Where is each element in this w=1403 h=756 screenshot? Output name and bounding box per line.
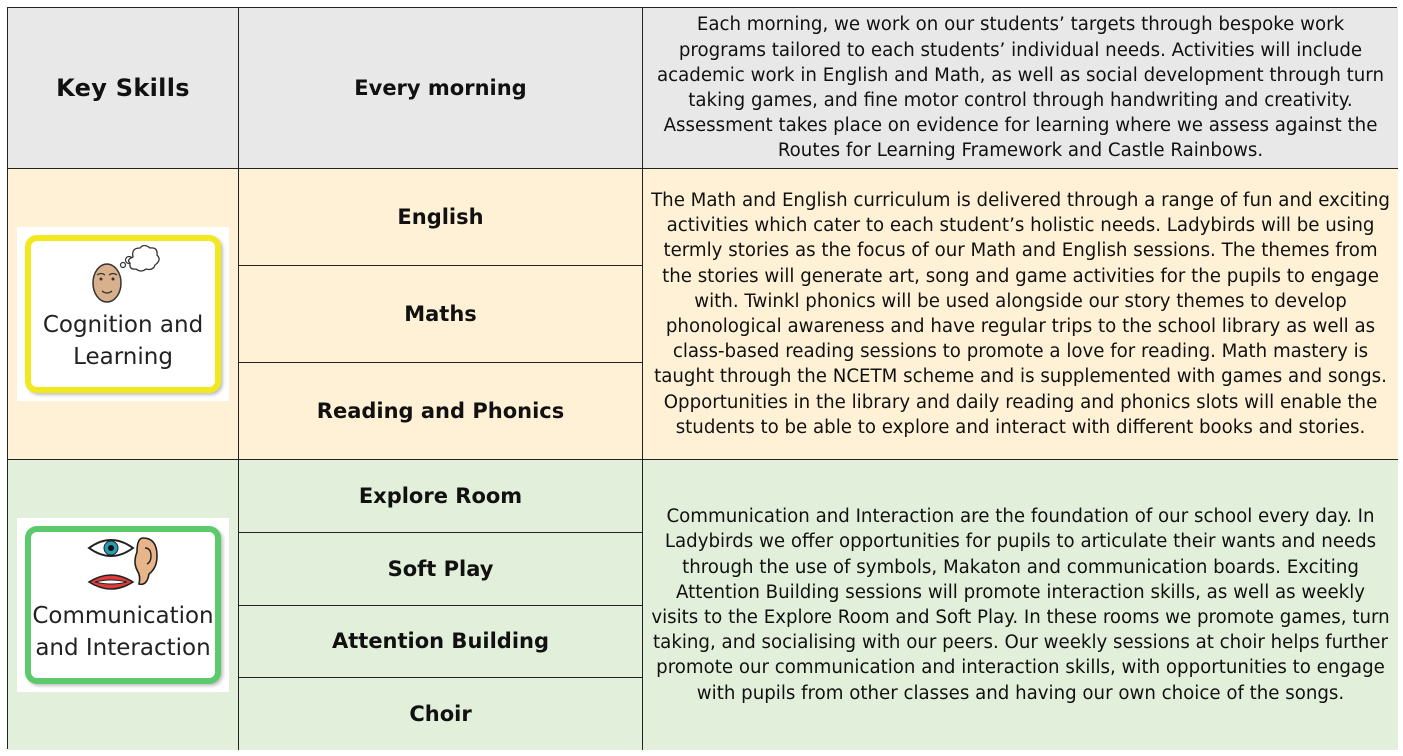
subject-row [239,606,642,679]
subject-reading-phonics: Reading and Phonics [316,399,565,423]
key-skills-heading: Key Skills [56,74,190,102]
subject-choir: Choir [409,702,472,727]
communication-card-background [17,518,229,692]
cognition-description-cell [643,169,1398,460]
communication-subjects-cell [239,460,643,750]
subject-explore-room: Explore Room [358,483,523,508]
subject-row [239,678,642,750]
communication-card-label-1: Communication [32,603,214,629]
subject-row [239,533,642,606]
morning-description-cell [643,8,1398,169]
morning-description: Each morning, we work on our students’ targets through bespoke work programs tailored to each students’ individual needs. Activities will include academic work in English and Math, as well as social development through turn taking games, and fine motor control through handwriting and creativity. Assessment takes place on evidence for learning where we assess against the Routes for Learning Framework and Castle Rainbows. [657,14,1384,162]
subject-soft-play: Soft Play [387,556,494,581]
communication-card-cell [8,460,239,750]
cognition-description: The Math and English curriculum is delivered through a range of fun and exciting activities which cater to each student’s holistic needs. Ladybirds will be using termly stories as the focus of our Math and English sessions. The themes from the stories will generate art, song and game activities for the pupils to engage with. Twinkl phonics will be used alongside our story themes to develop phonological awareness and have regular trips to the school library as well as class-based reading sessions to promote a love for reading. Math mastery is taught through the NCETM scheme and is supplemented with games and songs. Opportunities in the library and daily reading and phonics slots will enable the students to be able to explore and interact with different books and stories. [651,189,1390,438]
subject-row [239,169,642,266]
cognition-card [25,235,221,393]
cognition-card-label-2: Learning [73,344,173,370]
cognition-subjects-cell [239,169,643,460]
subject-row [239,266,642,363]
communication-description-cell [643,460,1398,750]
subject-row [239,363,642,459]
cognition-card-label-1: Cognition and [42,312,204,338]
subject-english: English [397,205,484,229]
communication-description: Communication and Interaction are the foundation of our school every day. In Ladybirds we offer opportunities for pupils to articulate their wants and needs through the use of symbols, Makaton and communication boards. Exciting Attention Building sessions will promote interaction skills, as well as weekly visits to the Explore Room and Soft Play. In these rooms we promote games, turn taking, and socialising with our peers. Our weekly sessions at choir helps further promote our communication and interaction skills, with opportunities to engage with pupils from other classes and having our own choice of the songs. [651,506,1390,704]
key-skills-heading-cell [8,8,239,169]
every-morning-cell [239,8,643,169]
eye-ear-mouth-icon [83,532,163,598]
subject-row [239,460,642,533]
key-skills-table [7,7,1397,749]
subject-maths: Maths [404,302,477,326]
cognition-card-background [17,227,229,401]
communication-card-label-2: and Interaction [35,635,211,661]
communication-card [25,526,221,684]
thinking-head-icon [83,245,163,307]
subject-attention-building: Attention Building [331,629,549,654]
cognition-card-cell [8,169,239,460]
every-morning-heading: Every morning [354,76,527,100]
